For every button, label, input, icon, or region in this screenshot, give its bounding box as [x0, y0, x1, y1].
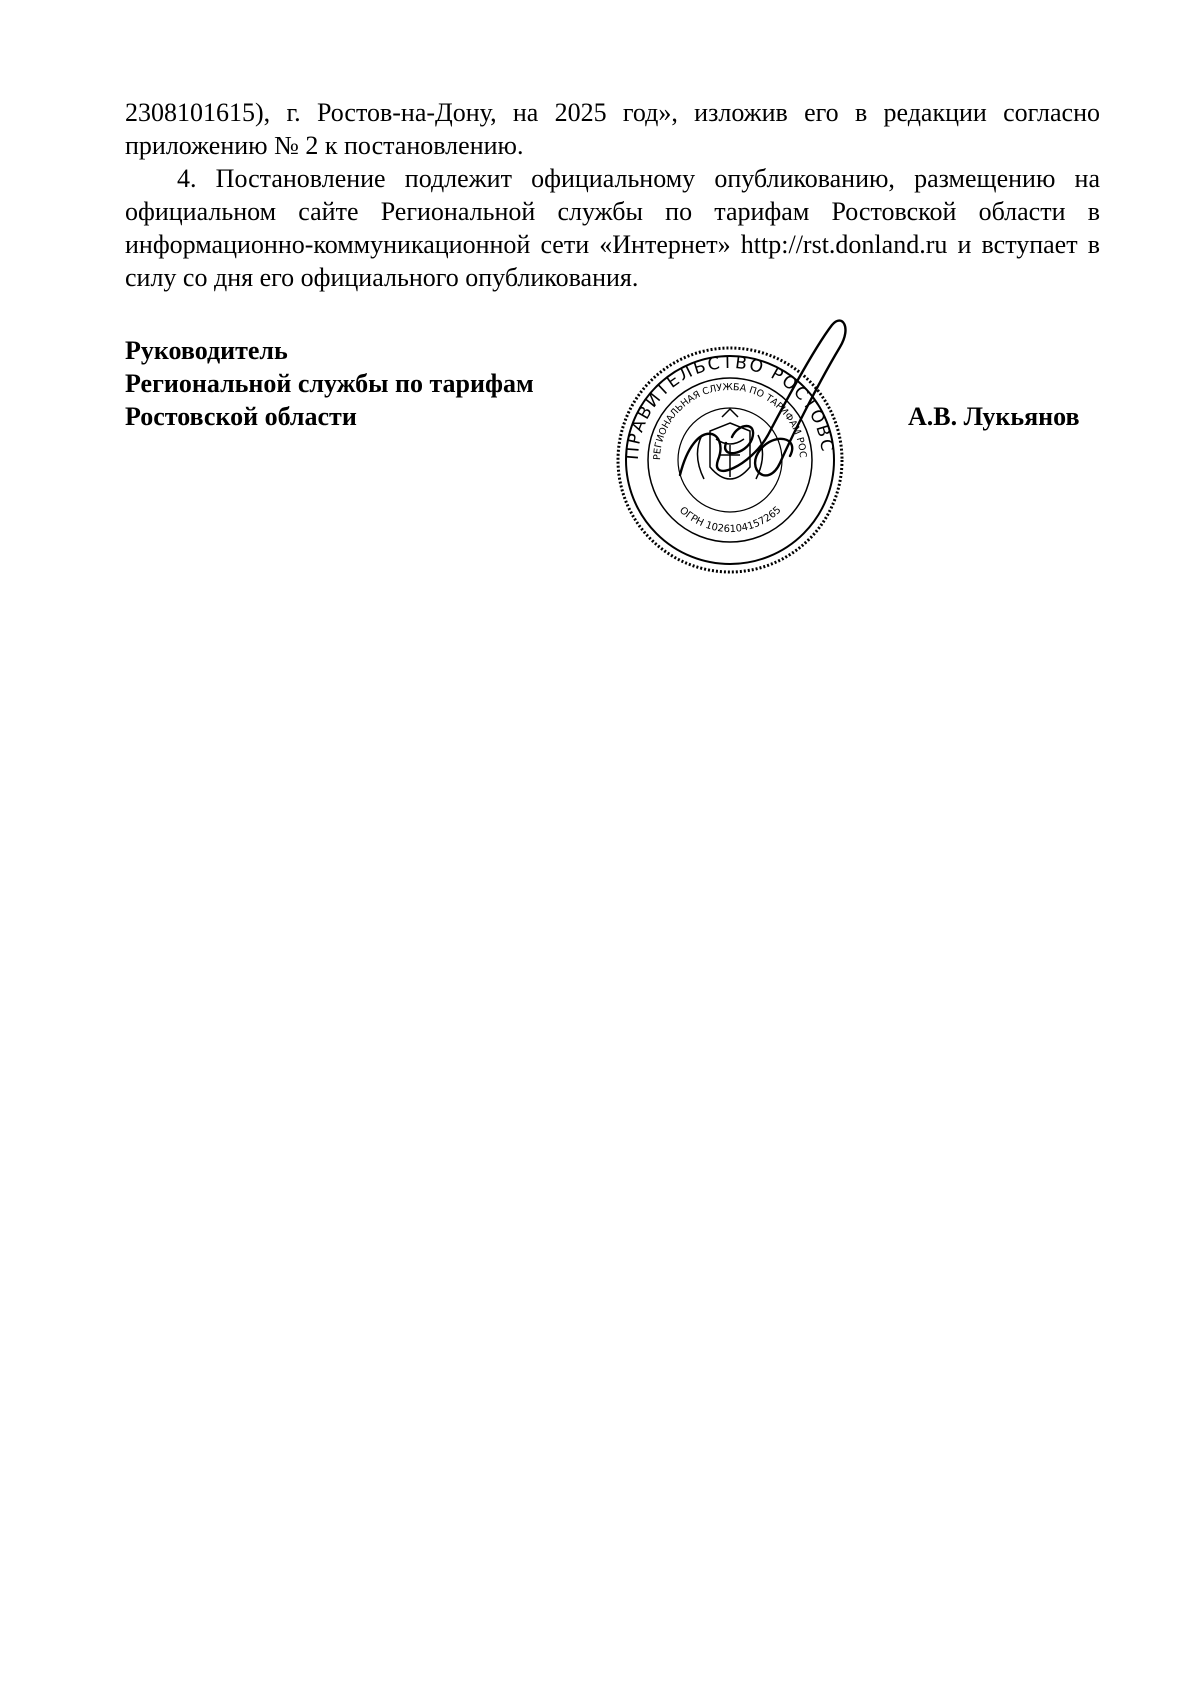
- svg-text:ОГРН 1026104157265: [677, 505, 783, 535]
- paragraph-publication-clause: 4. Постановление подлежит официальному опубликованию, размещению на официальном сайте Региональной службы по тарифам Ростовской области в информационно-коммуникационной сети «Интернет» http://rst.donland.ru и вступает в силу со дня его официального опубликования.: [125, 164, 1100, 292]
- seal-inner-text: РЕГИОНАЛЬНАЯ СЛУЖБА ПО ТАРИФАМ РОС: [651, 381, 809, 461]
- position-line-2: Региональной службы по тарифам: [125, 369, 534, 398]
- signatory-position: [125, 334, 534, 433]
- seal-outer-text: ПРАВИТЕЛЬСТВО РОСТОВС: [622, 352, 837, 461]
- position-line-1: Руководитель: [125, 336, 288, 365]
- seal-stamp: [600, 310, 845, 572]
- paragraph-continuation: 2308101615), г. Ростов-на-Дону, на 2025 год», изложив его в редакции согласно приложению № 2 к постановлению.: [125, 98, 1100, 160]
- position-line-3: Ростовской области: [125, 402, 357, 431]
- document-body: [125, 96, 1100, 294]
- signer-name: А.В. Лукьянов: [908, 402, 1080, 431]
- seal-ogrn-text: ОГРН 1026104157265: [677, 504, 784, 536]
- official-seal: [600, 310, 860, 580]
